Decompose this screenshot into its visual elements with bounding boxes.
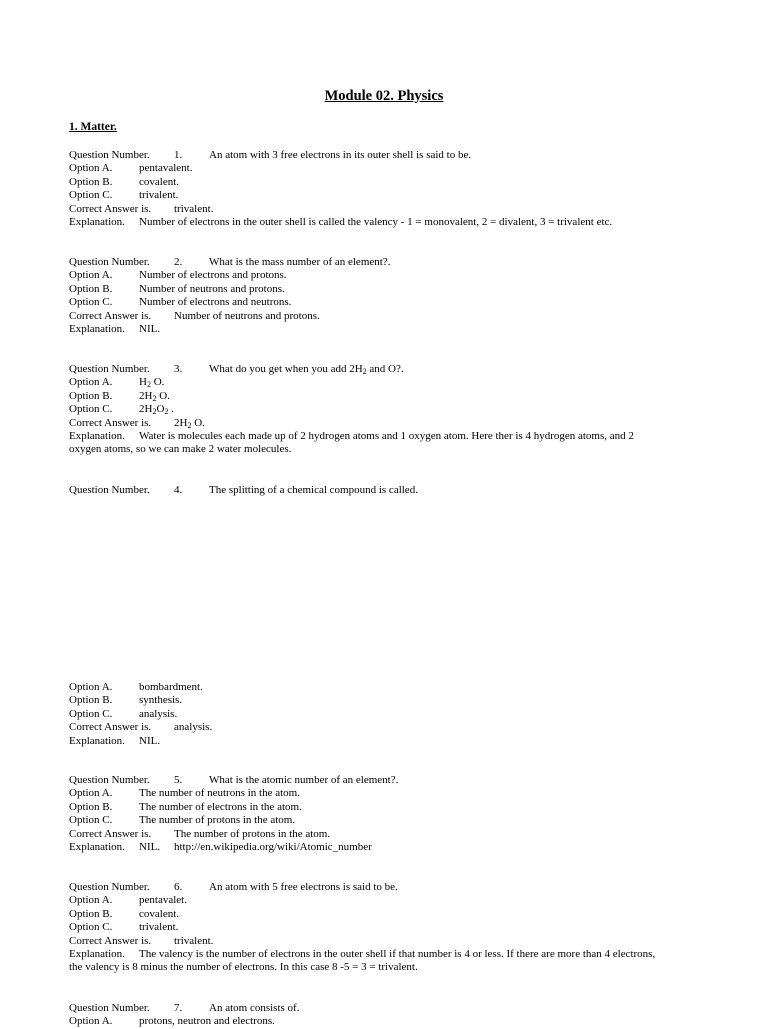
question-number: 5. — [174, 774, 183, 786]
explanation-text-line2: oxygen atoms, so we can make 2 water molecules. — [69, 443, 292, 456]
explanation-label: Explanation. — [69, 215, 125, 228]
option-a-label: Option A. — [69, 681, 113, 693]
question-block-2 — [69, 256, 699, 336]
option-c-line — [69, 708, 699, 721]
option-a-text: protons, neutron and electrons. — [139, 1015, 275, 1028]
answer-line — [69, 417, 699, 430]
question-line — [69, 881, 699, 894]
option-b-label: Option B. — [69, 175, 113, 188]
correct-answer-label: Correct Answer is. — [69, 827, 152, 840]
question-block-4-options — [69, 681, 699, 748]
correct-answer-text: trivalent. — [174, 934, 214, 947]
correct-answer-label: Correct Answer is. — [69, 934, 152, 947]
correct-answer-text: analysis. — [174, 721, 213, 734]
explanation-continuation — [69, 961, 699, 974]
option-b-line — [69, 694, 699, 707]
explanation-line — [69, 430, 699, 443]
answer-line — [69, 828, 699, 841]
question-block-3 — [69, 363, 699, 457]
explanation-label: Explanation. — [69, 734, 125, 747]
explanation-text-line2: the valency is 8 minus the number of electrons. In this case 8 -5 = 3 = trivalent. — [69, 961, 418, 974]
option-b-label: Option B. — [69, 282, 113, 295]
question-block-7 — [69, 1002, 699, 1029]
option-a-line — [69, 1015, 699, 1028]
question-text: An atom with 3 free electrons in its outer shell is said to be. — [209, 149, 472, 161]
option-a-line — [69, 376, 699, 389]
option-c-line — [69, 814, 699, 827]
question-text: An atom consists of. — [209, 1002, 300, 1014]
option-c-text: trivalent. — [139, 189, 179, 202]
explanation-line — [69, 323, 699, 336]
option-a-text: pentavalent. — [139, 162, 193, 175]
option-c-line — [69, 189, 699, 202]
option-c-label: Option C. — [69, 189, 113, 202]
explanation-line — [69, 841, 699, 854]
explanation-line — [69, 948, 699, 961]
option-c-label: Option C. — [69, 403, 113, 416]
question-text: What do you get when you add $2H_2$ and O?. — [209, 363, 404, 376]
question-number: 3. — [174, 363, 183, 375]
question-block-4 — [69, 484, 699, 497]
option-a-line — [69, 894, 699, 907]
explanation-text: The valency is the number of electrons in the outer shell if that number is 4 or less. If there are more than 4 electrons, — [139, 947, 656, 960]
option-a-line — [69, 269, 699, 282]
question-line — [69, 774, 699, 787]
option-b-text: The number of electrons in the atom. — [139, 800, 302, 813]
question-number: 4. — [174, 484, 183, 496]
explanation-label: Explanation. — [69, 840, 125, 853]
question-number-label: Question Number. — [69, 881, 150, 893]
option-b-label: Option B. — [69, 389, 113, 402]
question-line — [69, 484, 699, 497]
option-b-label: Option B. — [69, 800, 113, 813]
option-b-line — [69, 390, 699, 403]
question-text: What is the mass number of an element?. — [209, 256, 391, 268]
question-line — [69, 363, 699, 376]
option-c-label: Option C. — [69, 707, 113, 720]
question-number-label: Question Number. — [69, 256, 150, 268]
option-b-text: Number of neutrons and protons. — [139, 282, 285, 295]
option-c-line — [69, 921, 699, 934]
explanation-label: Explanation. — [69, 947, 125, 960]
option-a-label: Option A. — [69, 894, 113, 907]
option-a-text: Number of electrons and protons. — [139, 269, 287, 282]
answer-line — [69, 310, 699, 323]
option-a-line — [69, 787, 699, 800]
question-line — [69, 149, 699, 162]
correct-answer-label: Correct Answer is. — [69, 721, 152, 734]
explanation-line — [69, 735, 699, 748]
option-c-label: Option C. — [69, 296, 113, 309]
option-b-line — [69, 801, 699, 814]
reference-link[interactable]: http://en.wikipedia.org/wiki/Atomic_number — [174, 840, 372, 853]
option-b-line — [69, 283, 699, 296]
question-number-label: Question Number. — [69, 484, 150, 496]
correct-answer-text: trivalent. — [174, 202, 214, 215]
answer-line — [69, 721, 699, 734]
explanation-text: NIL. — [139, 734, 161, 747]
question-number: 6. — [174, 881, 183, 893]
explanation-text: Water is molecules each made up of 2 hydrogen atoms and 1 oxygen atom. Here ther is 4 hydrogen atoms, and 2 — [139, 429, 634, 442]
option-a-label: Option A. — [69, 162, 113, 175]
option-c-line — [69, 403, 699, 416]
option-c-text: Number of electrons and neutrons. — [139, 296, 292, 309]
option-a-label: Option A. — [69, 787, 113, 800]
explanation-continuation — [69, 443, 699, 456]
correct-answer-text: Number of neutrons and protons. — [174, 309, 320, 322]
option-b-line — [69, 908, 699, 921]
option-c-text: analysis. — [139, 707, 178, 720]
explanation-text: Number of electrons in the outer shell is called the valency - 1 = monovalent, 2 = divalent, 3 = trivalent etc. — [139, 215, 613, 228]
question-number-label: Question Number. — [69, 149, 150, 161]
question-number: 1. — [174, 149, 183, 161]
correct-answer-label: Correct Answer is. — [69, 309, 152, 322]
correct-answer-text: $2H_2$ O. — [174, 416, 205, 430]
question-line — [69, 1002, 699, 1015]
option-a-text: $H_2$ O. — [139, 376, 165, 390]
option-b-text: synthesis. — [139, 694, 183, 707]
option-c-line — [69, 296, 699, 309]
option-a-line — [69, 162, 699, 175]
question-number-label: Question Number. — [69, 774, 150, 786]
option-b-label: Option B. — [69, 694, 113, 707]
correct-answer-label: Correct Answer is. — [69, 416, 152, 429]
option-c-text: $2H_2O_2$ . — [139, 403, 174, 417]
question-text: What is the atomic number of an element?. — [209, 774, 399, 786]
option-b-text: covalent. — [139, 907, 180, 920]
correct-answer-label: Correct Answer is. — [69, 202, 152, 215]
option-a-label: Option A. — [69, 269, 113, 282]
option-a-text: pentavalet. — [139, 894, 187, 907]
question-block-1 — [69, 149, 699, 229]
answer-line — [69, 203, 699, 216]
option-b-label: Option B. — [69, 907, 113, 920]
page-title: Module 02. Physics — [324, 88, 444, 104]
question-text: An atom with 5 free electrons is said to be. — [209, 881, 398, 893]
option-c-label: Option C. — [69, 921, 113, 934]
option-a-text: The number of neutrons in the atom. — [139, 787, 300, 800]
explanation-line — [69, 216, 699, 229]
explanation-label: Explanation. — [69, 322, 125, 335]
explanation-text: NIL. — [139, 840, 161, 853]
section-heading: 1. Matter. — [69, 121, 117, 133]
option-b-line — [69, 176, 699, 189]
option-c-text: The number of protons in the atom. — [139, 814, 296, 827]
answer-line — [69, 935, 699, 948]
option-a-label: Option A. — [69, 376, 113, 389]
option-a-label: Option A. — [69, 1015, 113, 1028]
question-number-label: Question Number. — [69, 1002, 150, 1014]
explanation-text: NIL. — [139, 322, 161, 335]
option-a-line — [69, 681, 699, 694]
correct-answer-text: The number of protons in the atom. — [174, 827, 331, 840]
option-b-text: $2H_2$ O. — [139, 389, 170, 403]
question-line — [69, 256, 699, 269]
question-block-6 — [69, 881, 699, 975]
explanation-label: Explanation. — [69, 429, 125, 442]
option-a-text: bombardment. — [139, 681, 203, 693]
question-number: 7. — [174, 1002, 183, 1014]
question-number: 2. — [174, 256, 183, 268]
option-c-label: Option C. — [69, 814, 113, 827]
option-b-text: covalent. — [139, 175, 180, 188]
question-block-5 — [69, 774, 699, 854]
question-number-label: Question Number. — [69, 363, 150, 375]
question-text: The splitting of a chemical compound is called. — [209, 484, 418, 496]
option-c-text: trivalent. — [139, 921, 179, 934]
